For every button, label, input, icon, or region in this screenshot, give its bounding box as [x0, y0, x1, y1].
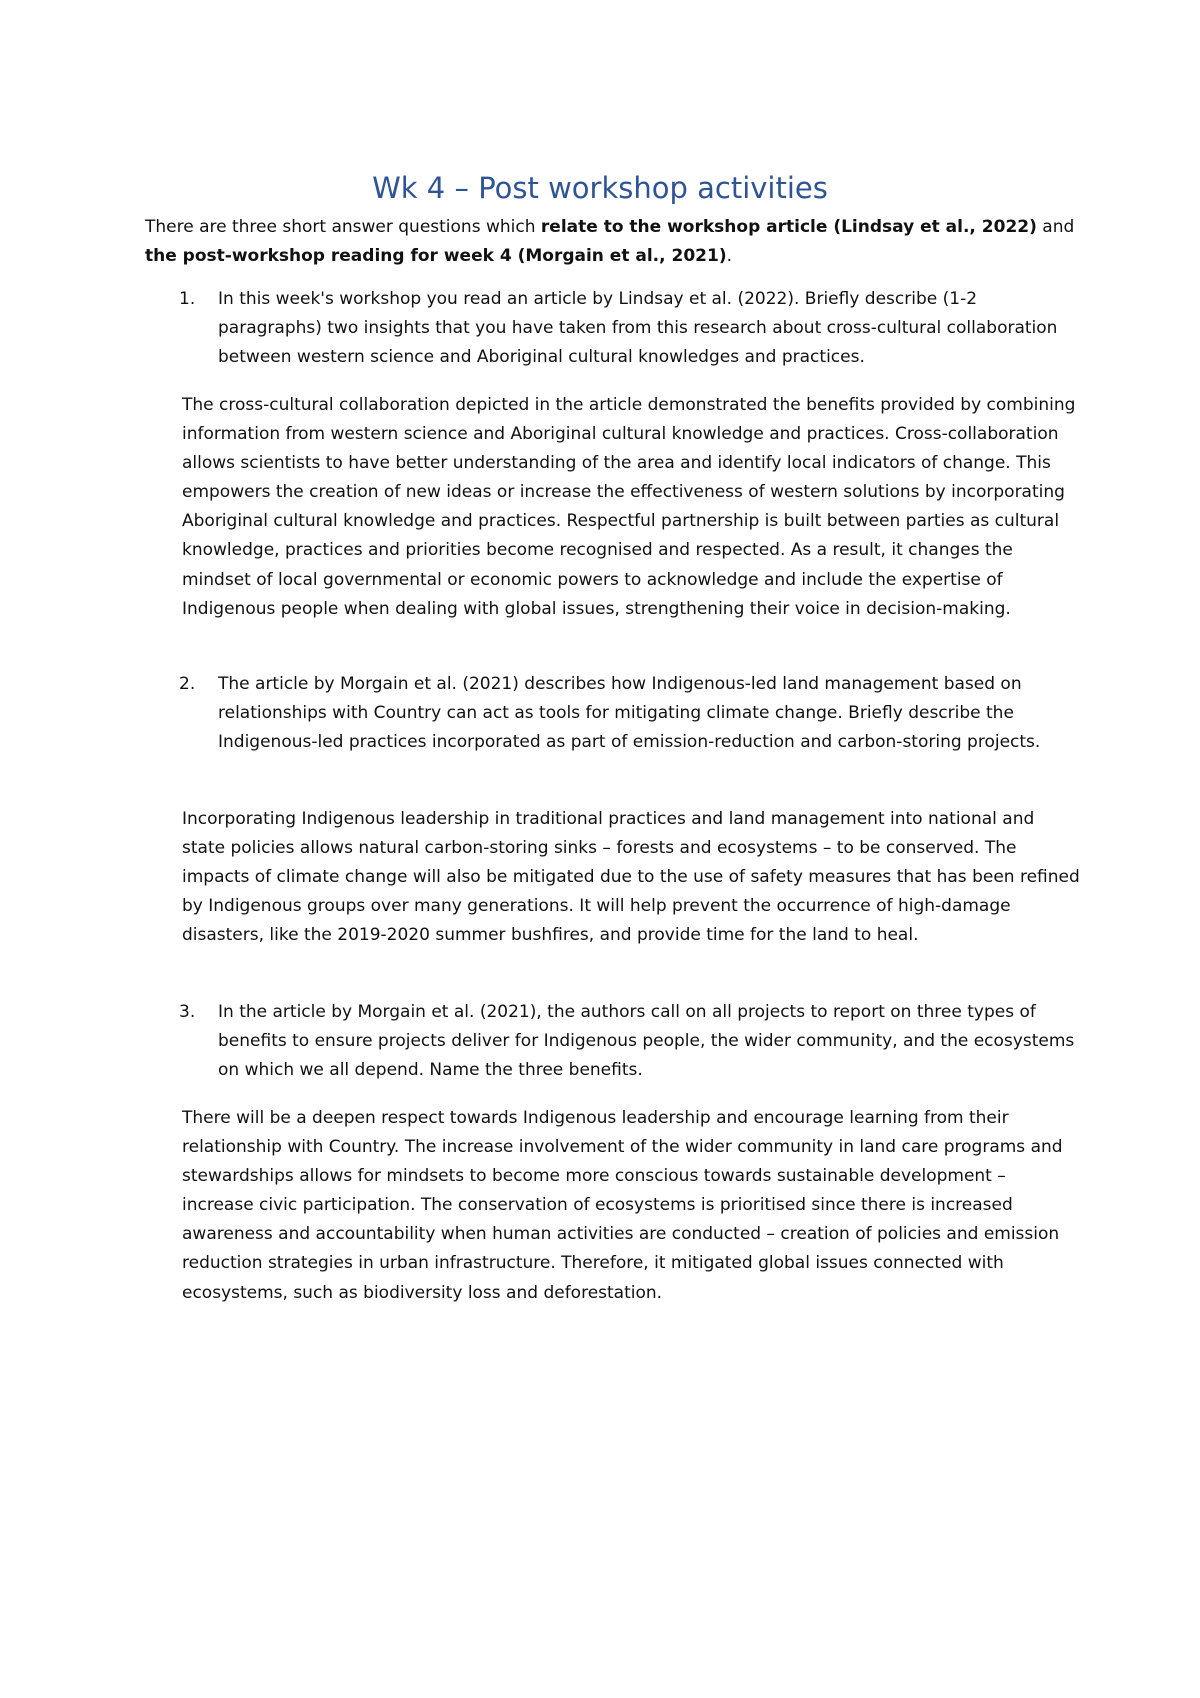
answer-3: There will be a deepen respect towards Indigenous leadership and encourage learning from their relationship with Country. The increase involvement of the wider community in land care programs and stewardships allows for mindsets to become more conscious towards sustainable development – increase civic participation. The conservation of ecosystems is prioritised since there is increased awareness and accountability when human activities are conducted – creation of policies and emission reduction strategies in urban infrastructure. Therefore, it mitigated global issues connected with ecosystems, such as biodiversity loss and deforestation. [182, 1108, 1063, 1303]
answer-2: Incorporating Indigenous leadership in traditional practices and land management into national and state policies allows natural carbon-storing sinks – forests and ecosystems – to be conserved. The impacts of climate change will also be mitigated due to the use of safety measures that has been refined by Indigenous groups over many generations. It will help prevent the occurrence of high-damage disasters, like the 2019-2020 summer bushfires, and provide time for the land to heal. [182, 809, 1080, 946]
intro-bold-1: relate to the workshop article (Lindsay et al., 2022) [540, 217, 1037, 237]
intro-text-1: There are three short answer questions which [145, 217, 541, 237]
intro-text-2: and [1036, 217, 1075, 237]
intro-bold-2: the post-workshop reading for week 4 (Morgain et al., 2021) [145, 246, 727, 266]
question-text: The article by Morgain et al. (2021) describes how Indigenous-led land management based on relationships with Country can act as tools for mitigating climate change. Briefly describe the Indigenous-led practices incorporated as part of emission-reduction and carbon-storing projects. [218, 674, 1041, 752]
question-2 [145, 670, 1075, 757]
question-text: In this week's workshop you read an article by Lindsay et al. (2022). Briefly describe (1-2 paragraphs) two insights that you have taken from this research about cross-cultural collaboration between western science and Aboriginal cultural knowledges and practices. [218, 289, 1058, 367]
page-title: Wk 4 – Post workshop activities [372, 171, 828, 205]
question-text: In the article by Morgain et al. (2021), the authors call on all projects to report on three types of benefits to ensure projects deliver for Indigenous people, the wider community, and the ecosystems on which we all depend. Name the three benefits. [218, 1002, 1075, 1080]
intro-text-3: . [726, 246, 733, 266]
question-1 [145, 285, 1075, 372]
question-number: 1. [179, 289, 196, 309]
answer-1: The cross-cultural collaboration depicted in the article demonstrated the benefits provided by combining information from western science and Aboriginal cultural knowledge and practices. Cross-collaboration allows scientists to have better understanding of the area and identify local indicators of change. This empowers the creation of new ideas or increase the effectiveness of western solutions by incorporating Aboriginal cultural knowledge and practices. Respectful partnership is built between parties as cultural knowledge, practices and priorities become recognised and respected. As a result, it changes the mindset of local governmental or economic powers to acknowledge and include the expertise of Indigenous people when dealing with global issues, strengthening their voice in decision-making. [182, 395, 1076, 619]
question-number: 2. [179, 674, 196, 694]
intro-paragraph [145, 213, 1075, 271]
question-number: 3. [179, 1002, 196, 1022]
question-3 [145, 998, 1075, 1085]
